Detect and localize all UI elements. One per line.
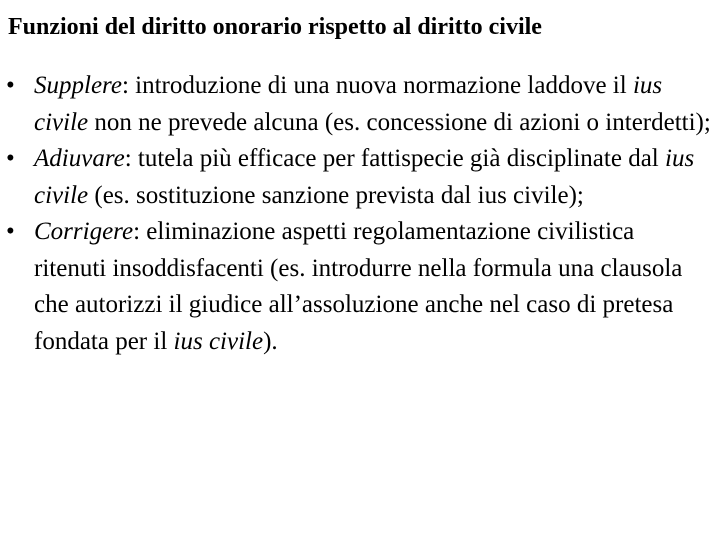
bullet-text: : eliminazione aspetti regolamentazione civilistica ritenuti insoddisfacenti (es. introdurre nella formula una clausola che autorizzi il giudice all’assoluzione anche nel caso di pretesa fondata per il (34, 218, 683, 355)
bullet-dot-icon: • (6, 72, 15, 99)
bullet-dot-icon: • (6, 218, 15, 245)
bullet-text: non ne prevede alcuna (es. concessione di azioni o interdetti); (88, 108, 711, 136)
bullet-emphasis: ius civile (34, 72, 663, 136)
bullet-term: Adiuvare (34, 145, 125, 172)
bullet-text: : introduzione di una nuova normazione laddove il (121, 72, 633, 99)
bullet-text: (es. sostituzione sanzione prevista dal ius civile); (88, 181, 584, 209)
bullet-text: : tutela più efficace per fattispecie già disciplinate dal (124, 145, 665, 172)
bullet-term: Corrigere (34, 218, 134, 245)
bullet-term: Supplere (34, 72, 122, 99)
bullet-emphasis: ius civile (34, 145, 695, 209)
bullet-list (0, 68, 720, 360)
bullet-item-corrigere (0, 214, 720, 360)
slide-title: Funzioni del diritto onorario rispetto al diritto civile (8, 14, 542, 40)
bullet-item-supplere (0, 68, 720, 141)
bullet-text: ). (263, 327, 278, 355)
bullet-emphasis: ius civile (173, 327, 264, 355)
bullet-dot-icon: • (6, 145, 15, 172)
bullet-item-adiuvare (0, 141, 720, 214)
